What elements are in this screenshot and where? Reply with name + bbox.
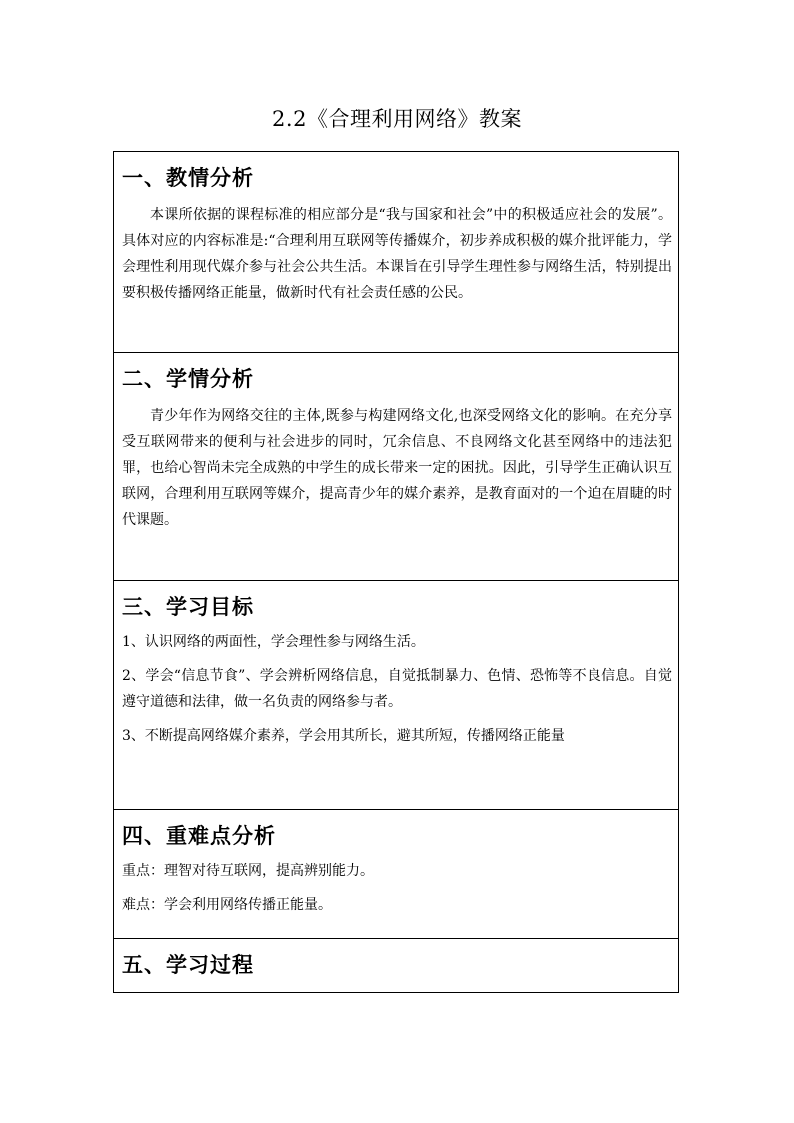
section-heading: 三、学习目标 [122, 594, 254, 619]
section-key-points [114, 809, 678, 938]
section-teaching-analysis [114, 162, 678, 352]
section-paragraph: 青少年作为网络交往的主体,既参与构建网络文化,也深受网络文化的影响。在充分享受互联网带来的便利与社会进步的同时，冗余信息、不良网络文化甚至网络中的违法犯罪，也给心智尚未完全成熟的中学生的成长带来一定的困扰。因此，引导学生正确认识互联网，合理利用互联网等媒介，提高青少年的媒介素养，是教育面对的一个迫在眉睫的时代课题。 [122, 408, 672, 528]
key-point-item: 重点：理智对待互联网，提高辨别能力。 [122, 863, 374, 879]
section-learning-objectives [114, 580, 678, 809]
difficult-point-item: 难点：学会利用网络传播正能量。 [122, 897, 332, 913]
objective-item: 1、认识网络的两面性，学会理性参与网络生活。 [122, 634, 425, 650]
section-learning-process [114, 938, 678, 992]
lesson-plan-table [113, 151, 679, 993]
section-heading: 五、学习过程 [122, 952, 254, 977]
section-heading: 一、教情分析 [122, 165, 254, 190]
section-heading: 二、学情分析 [122, 366, 254, 391]
section-heading: 四、重难点分析 [122, 823, 276, 848]
document-title: 2.2《合理利用网络》教案 [272, 107, 522, 131]
section-student-analysis [114, 352, 678, 580]
objective-item: 2、学会“信息节食”、学会辨析网络信息，自觉抵制暴力、色情、恐怖等不良信息。自觉遵守道德和法律，做一名负责的网络参与者。 [122, 668, 672, 710]
section-paragraph: 本课所依据的课程标准的相应部分是“我与国家和社会”中的积极适应社会的发展”。具体对应的内容标准是:“合理利用互联网等传播媒介，初步养成积极的媒介批评能力，学会理性利用现代媒介参与社会公共生活。本课旨在引导学生理性参与网络生活，特别提出要积极传播网络正能量，做新时代有社会责任感的公民。 [122, 207, 672, 301]
objective-item: 3、不断提高网络媒介素养，学会用其所长，避其所短，传播网络正能量 [122, 728, 565, 744]
